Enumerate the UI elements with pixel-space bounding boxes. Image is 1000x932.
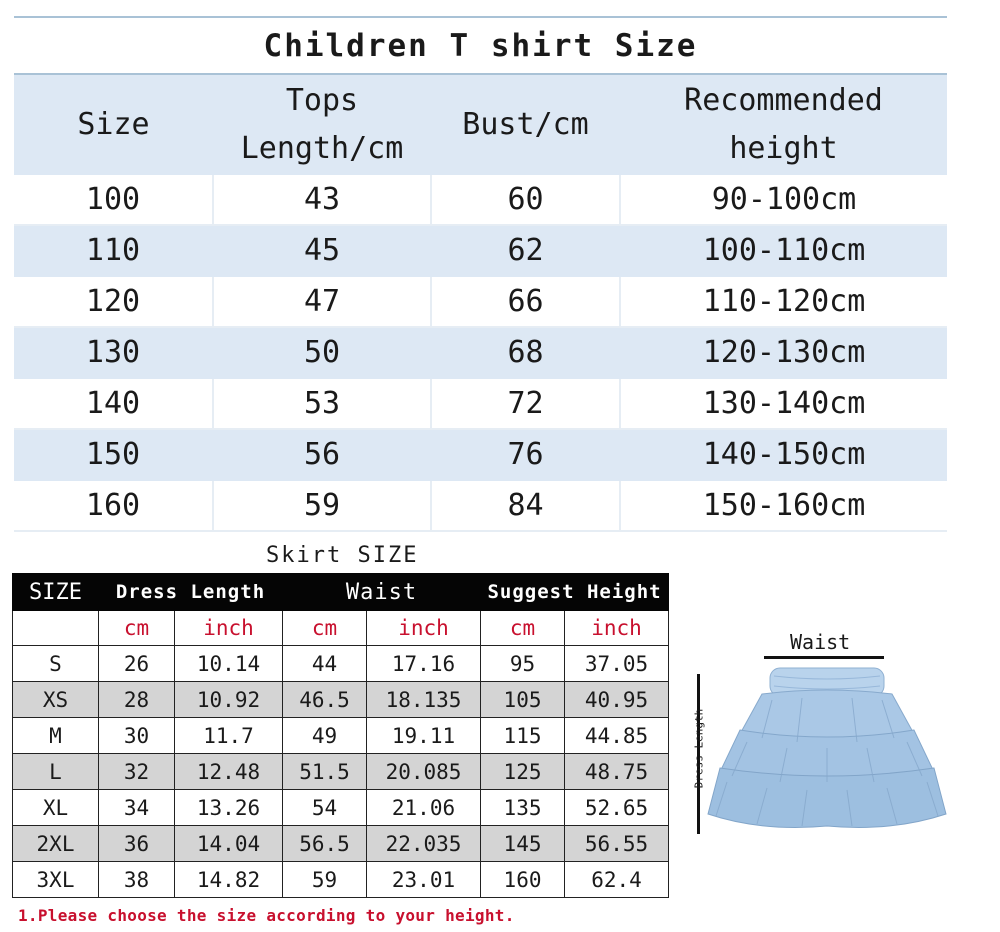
cell-value: 44.85 <box>565 718 669 754</box>
cell-value: 14.82 <box>175 862 283 898</box>
cell-size: 150 <box>14 429 213 480</box>
units-empty <box>13 611 99 646</box>
cell-value: 59 <box>283 862 367 898</box>
cell-length: 56 <box>213 429 431 480</box>
table-row <box>13 754 669 790</box>
cell-value: 38 <box>99 862 175 898</box>
cell-value: 52.65 <box>565 790 669 826</box>
cell-value: 95 <box>481 646 565 682</box>
cell-value: 19.11 <box>367 718 481 754</box>
header-dress-length: Dress Length <box>99 574 283 611</box>
cell-size: 3XL <box>13 862 99 898</box>
header-size: Size <box>14 75 213 175</box>
cell-height: 150-160cm <box>620 480 947 531</box>
cell-length: 45 <box>213 225 431 276</box>
header-waist: Waist <box>283 574 481 611</box>
cell-value: 46.5 <box>283 682 367 718</box>
table-row <box>14 429 947 480</box>
cell-value: 34 <box>99 790 175 826</box>
cell-value: 56.5 <box>283 826 367 862</box>
cell-length: 50 <box>213 327 431 378</box>
cell-value: 18.135 <box>367 682 481 718</box>
dress-length-label: Dress Length <box>692 708 706 789</box>
cell-size: L <box>13 754 99 790</box>
unit-label: inch <box>367 611 481 646</box>
header-suggest-height: Suggest Height <box>481 574 669 611</box>
table-row <box>13 862 669 898</box>
cell-bust: 66 <box>431 276 620 327</box>
skirt-header-row <box>13 574 669 611</box>
cell-size: 120 <box>14 276 213 327</box>
cell-height: 90-100cm <box>620 175 947 225</box>
cell-value: 17.16 <box>367 646 481 682</box>
cell-size: 2XL <box>13 826 99 862</box>
table-row <box>14 480 947 531</box>
cell-value: 13.26 <box>175 790 283 826</box>
table-row <box>13 646 669 682</box>
cell-value: 125 <box>481 754 565 790</box>
cell-size: 140 <box>14 378 213 429</box>
cell-value: 12.48 <box>175 754 283 790</box>
header-tops-length: Tops Length/cm <box>213 75 431 175</box>
cell-value: 23.01 <box>367 862 481 898</box>
cell-length: 47 <box>213 276 431 327</box>
size-note: 1.Please choose the size according to your height. <box>18 906 515 925</box>
cell-value: 145 <box>481 826 565 862</box>
cell-bust: 68 <box>431 327 620 378</box>
cell-value: 160 <box>481 862 565 898</box>
cell-value: 48.75 <box>565 754 669 790</box>
units-row <box>13 611 669 646</box>
cell-size: S <box>13 646 99 682</box>
cell-value: 37.05 <box>565 646 669 682</box>
cell-bust: 60 <box>431 175 620 225</box>
cell-value: 44 <box>283 646 367 682</box>
cell-value: 62.4 <box>565 862 669 898</box>
waist-label: Waist <box>790 630 851 654</box>
table-row <box>14 276 947 327</box>
cell-bust: 62 <box>431 225 620 276</box>
cell-value: 36 <box>99 826 175 862</box>
cell-value: 135 <box>481 790 565 826</box>
table-row <box>14 175 947 225</box>
cell-value: 49 <box>283 718 367 754</box>
cell-length: 43 <box>213 175 431 225</box>
cell-height: 140-150cm <box>620 429 947 480</box>
cell-value: 14.04 <box>175 826 283 862</box>
tshirt-size-table <box>14 16 947 532</box>
cell-bust: 76 <box>431 429 620 480</box>
cell-height: 100-110cm <box>620 225 947 276</box>
unit-label: cm <box>99 611 175 646</box>
unit-label: cm <box>481 611 565 646</box>
tshirt-header-row <box>14 75 947 175</box>
cell-value: 56.55 <box>565 826 669 862</box>
skirt-table-title: Skirt SIZE <box>266 543 419 568</box>
table-row <box>14 327 947 378</box>
cell-size: M <box>13 718 99 754</box>
cell-size: 100 <box>14 175 213 225</box>
cell-value: 20.085 <box>367 754 481 790</box>
cell-value: 54 <box>283 790 367 826</box>
cell-value: 28 <box>99 682 175 718</box>
cell-value: 115 <box>481 718 565 754</box>
unit-label: cm <box>283 611 367 646</box>
cell-value: 26 <box>99 646 175 682</box>
cell-height: 120-130cm <box>620 327 947 378</box>
unit-label: inch <box>175 611 283 646</box>
waist-measure-line <box>764 656 884 659</box>
cell-size: XL <box>13 790 99 826</box>
table-row <box>14 378 947 429</box>
cell-height: 110-120cm <box>620 276 947 327</box>
unit-label: inch <box>565 611 669 646</box>
tshirt-table-title: Children T shirt Size <box>263 28 698 64</box>
cell-value: 22.035 <box>367 826 481 862</box>
cell-bust: 84 <box>431 480 620 531</box>
cell-value: 40.95 <box>565 682 669 718</box>
cell-size: 130 <box>14 327 213 378</box>
header-recommended-height: Recommended height <box>620 75 947 175</box>
cell-value: 51.5 <box>283 754 367 790</box>
cell-size: XS <box>13 682 99 718</box>
header-bust: Bust/cm <box>431 75 620 175</box>
cell-value: 21.06 <box>367 790 481 826</box>
header-size: SIZE <box>13 574 99 611</box>
skirt-size-table <box>12 573 668 898</box>
cell-value: 32 <box>99 754 175 790</box>
cell-length: 53 <box>213 378 431 429</box>
cell-value: 11.7 <box>175 718 283 754</box>
table-row <box>14 225 947 276</box>
cell-height: 130-140cm <box>620 378 947 429</box>
cell-value: 10.14 <box>175 646 283 682</box>
table-row <box>13 826 669 862</box>
cell-size: 110 <box>14 225 213 276</box>
cell-size: 160 <box>14 480 213 531</box>
table-row <box>13 718 669 754</box>
table-row <box>13 790 669 826</box>
tiered-skirt-image <box>702 664 952 844</box>
cell-value: 30 <box>99 718 175 754</box>
table-row <box>13 682 669 718</box>
cell-value: 105 <box>481 682 565 718</box>
cell-bust: 72 <box>431 378 620 429</box>
skirt-illustration <box>680 630 955 840</box>
cell-length: 59 <box>213 480 431 531</box>
cell-value: 10.92 <box>175 682 283 718</box>
